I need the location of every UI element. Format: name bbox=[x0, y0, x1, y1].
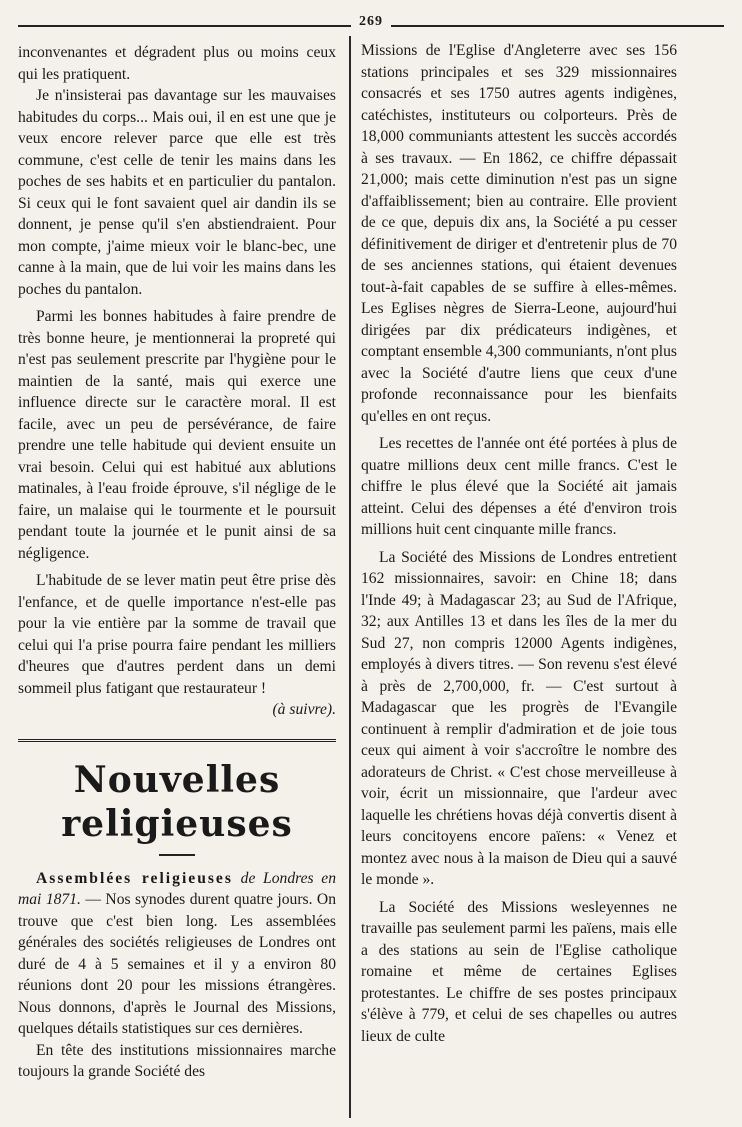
section-title: Nouvelles religieuses bbox=[61, 758, 293, 845]
title-dash bbox=[159, 854, 195, 856]
paragraph: La Société des Missions de Londres entretient 162 missionnaires, savoir: en Chine 18; dans l'Inde 49; à Madagascar 23; au Sud de l'Afrique, 32; aux Antilles 13 et dans les îles de la mer du Sud 27, non compris 12000 Agents indigènes, employés à divers titres. — Son revenu s'est élevé à près de 2,700,000, fr. — C'est surtout à Madagascar que les progrès de l'Evangile continuent à remplir d'admiration et de joie tous ceux qui aiment à voir s'accroître le nombre des adorateurs de Christ. « C'est chose merveilleuse à voir, écrit un missionnaire, que l'ardeur avec laquelle les chrétiens hovas déjà convertis disent à leurs concitoyens encore païens: « Venez et montez avec nous à la maison de Dieu qui a sauvé le monde ». bbox=[361, 548, 677, 888]
left-column bbox=[18, 42, 336, 1083]
paragraph: Je n'insisterai pas davantage sur les mauvaises habitudes du corps... Mais oui, il en est une que je veux encore relever parce que elle est très commune, c'est celle de tenir les mains dans les poches de ses habits et en particulier du pantalon. Si ceux qui le font savaient quel air dandin ils se donnent, je pense qu'il s'en abstiendraient. Pour mon compte, j'aime mieux voir le blanc-bec, une canne à la main, que de lui voir les mains dans les poches du pantalon. bbox=[18, 87, 336, 298]
paragraph: inconvenantes et dégradent plus ou moins ceux qui les pratiquent. bbox=[18, 44, 336, 83]
paragraph: L'habitude de se lever matin peut être prise dès l'enfance, et de quelle importance n'est-elle pas pour la vie entière par la somme de travail que celui qui l'a prise pourra faire pendant les milliers d'heures que d'autres perdent dans un demi sommeil plus fatigant que restaurateur ! bbox=[18, 572, 336, 697]
article-lead bbox=[18, 868, 336, 1040]
article-subhead: Assemblées religieuses bbox=[36, 869, 233, 887]
paragraph: Parmi les bonnes habitudes à faire prendre de très bonne heure, je mentionnerai la propreté qui n'est pas seulement prescrite par l'hygiène pour le maintien de la santé, mais qui exerce une influence directe sur le caractère moral. Il est facile, avec un peu de persévérance, de faire prendre une telle habitude qui devient ensuite un vrai besoin. Celui qui est habitué aux ablutions matinales, à l'eau froide éprouve, s'il néglige de le faire, un malaise qui le tourmente et le poursuit pendant toute la journée et le punit ainsi de sa négligence. bbox=[18, 308, 336, 562]
to-follow-note: (à suivre). bbox=[272, 701, 336, 718]
paragraph: En tête des institutions missionnaires marche toujours la grande Société des bbox=[18, 1041, 336, 1080]
paragraph: Missions de l'Eglise d'Angleterre avec ses 156 stations principales et ses 329 missionnaires consacrés et ses 1750 autres agents indigènes, catéchistes, instituteurs ou colporteurs. Près de 18,000 communiants attestent les succès accordés à ses travaux. — En 1862, ce chiffre dépassait 21,000; mais cette diminution n'est pas un signe d'affaiblissement; bien au contraire. Elle provient de ce que, depuis dix ans, la Société a pu cesser définitivement de diriger et d'entretenir plus de 70 de ses anciennes stations, qui étaient devenues tout-à-fait capables de se suffire à elles-mêmes. Les Eglises nègres de Sierra-Leone, aujourd'hui dirigées par dix prédicateurs indigènes, et comptant ensemble 4,300 communiants, n'ont plus avec la Société d'autre liens que ceux d'une profonde reconnaissance pour les bienfaits qu'elles en ont reçus. bbox=[361, 42, 677, 425]
page-number: 269 bbox=[0, 14, 742, 30]
section-separator bbox=[18, 739, 336, 742]
paragraph: La Société des Missions wesleyennes ne travaille pas seulement parmi les païens, mais elle a des stations au sein de l'Eglise catholique romaine et même de certaines Eglises protestantes. Le chiffre de ses postes principaux s'élève à 779, et celui de ses chapelles ou autres lieux de culte bbox=[361, 898, 677, 1045]
article-lead-text: — Nos synodes durent quatre jours. On trouve que c'est bien long. Les assemblées générales des sociétés religieuses de Londres ont duré de 4 à 5 semaines et il y a environ 80 réunions dont 20 pour les missions étrangères. Nous donnons, d'après le Journal des Missions, quelques détails statistiques sur ces dernières. bbox=[18, 891, 336, 1037]
paragraph: Les recettes de l'année ont été portées à plus de quatre millions deux cent mille francs. C'est le chiffre le plus élevé que la Société ait jamais atteint. Celui des dépenses a été d'environ trois millions huit cent cinquante mille francs. bbox=[361, 435, 677, 538]
article-subhead-place: de Londres en mai 1871. bbox=[18, 869, 337, 908]
right-column bbox=[361, 40, 677, 1047]
column-divider bbox=[349, 36, 351, 1118]
